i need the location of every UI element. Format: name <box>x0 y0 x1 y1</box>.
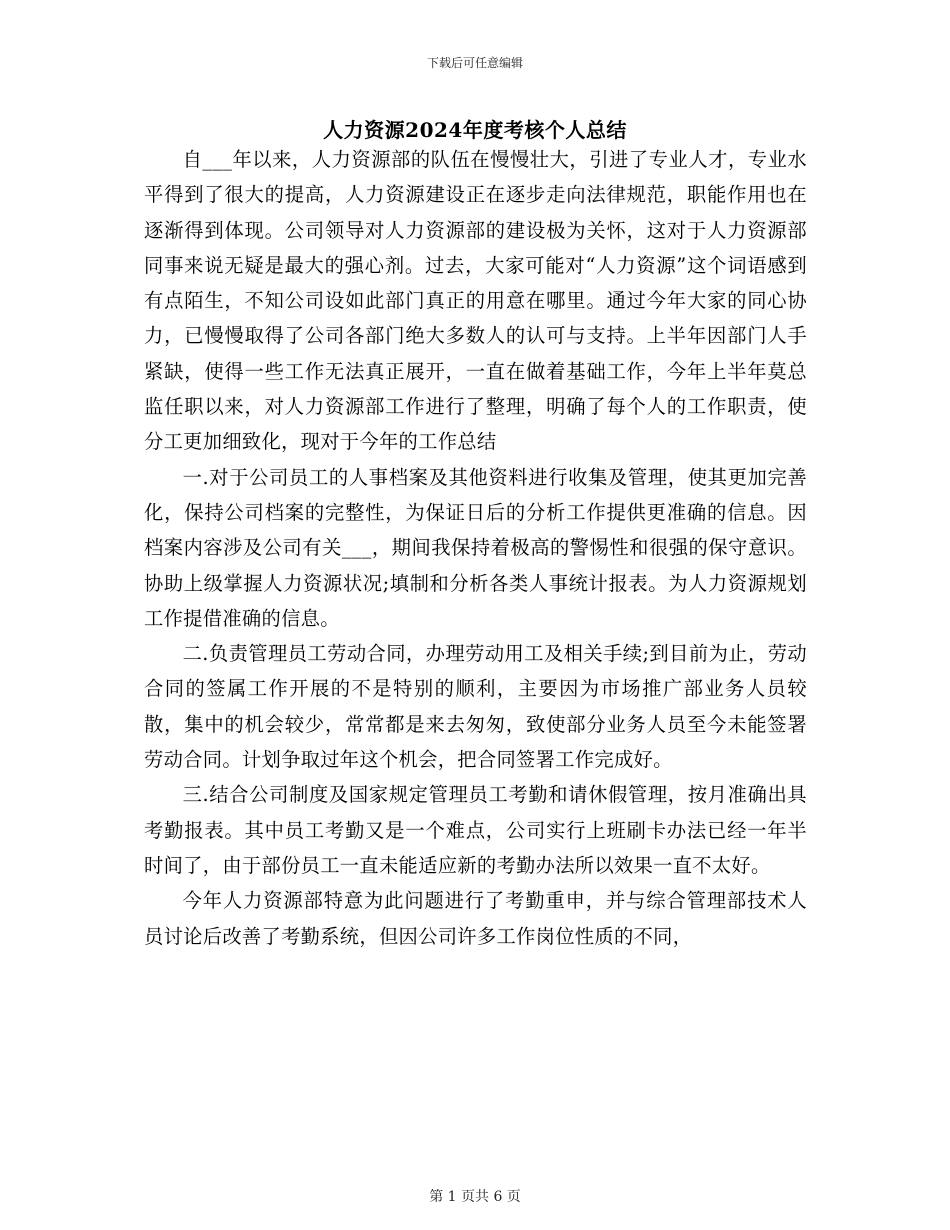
document-title: 人力资源2024年度考核个人总结 <box>323 118 627 142</box>
paragraph-intro: 自___年以来，人力资源部的队伍在慢慢壮大，引进了专业人才，专业水平得到了很大的提高，人力资源建设正在逐步走向法律规范，职能作用也在逐渐得到体现。公司领导对人力资源部的建设极为关怀，这对于人力资源部同事来说无疑是最大的强心剂。过去，大家可能对“人力资源”这个词语感到有点陌生，不知公司设如此部门真正的用意在哪里。通过今年大家的同心协力，已慢慢取得了公司各部门绝大多数人的认可与支持。上半年因部门人手紧缺，使得一些工作无法真正展开，一直在做着基础工作，今年上半年莫总监任职以来，对人力资源部工作进行了整理，明确了每个人的工作职责，使分工更加细致化，现对于今年的工作总结 <box>144 148 807 454</box>
document-body <box>144 142 807 954</box>
paragraph-attendance: 今年人力资源部特意为此问题进行了考勤重申，并与综合管理部技术人员讨论后改善了考勤系统，但因公司许多工作岗位性质的不同， <box>144 889 807 948</box>
paragraph-section-2: 二.负责管理员工劳动合同，办理劳动用工及相关手续;到目前为止，劳动合同的签属工作开展的不是特别的顺利，主要因为市场推广部业务人员较散，集中的机会较少，常常都是来去匆匆，致使部分业务人员至今未能签署劳动合同。计划争取过年这个机会，把合同签署工作完成好。 <box>144 642 807 772</box>
paragraph-section-3: 三.结合公司制度及国家规定管理员工考勤和请休假管理，按月准确出具考勤报表。其中员工考勤又是一个难点，公司实行上班刷卡办法已经一年半时间了，由于部份员工一直未能适应新的考勤办法所以效果一直不太好。 <box>144 783 807 877</box>
paragraph-section-1: 一.对于公司员工的人事档案及其他资料进行收集及管理，使其更加完善化，保持公司档案的完整性，为保证日后的分析工作提供更准确的信息。因档案内容涉及公司有关___，期间我保持着极高的警惕性和很强的保守意识。协助上级掌握人力资源状况;填制和分析各类人事统计报表。为人力资源规划工作提借准确的信息。 <box>144 465 807 630</box>
download-note: 下载后可任意编辑 <box>426 56 523 70</box>
page-number: 第 1 页共 6 页 <box>429 1189 521 1205</box>
